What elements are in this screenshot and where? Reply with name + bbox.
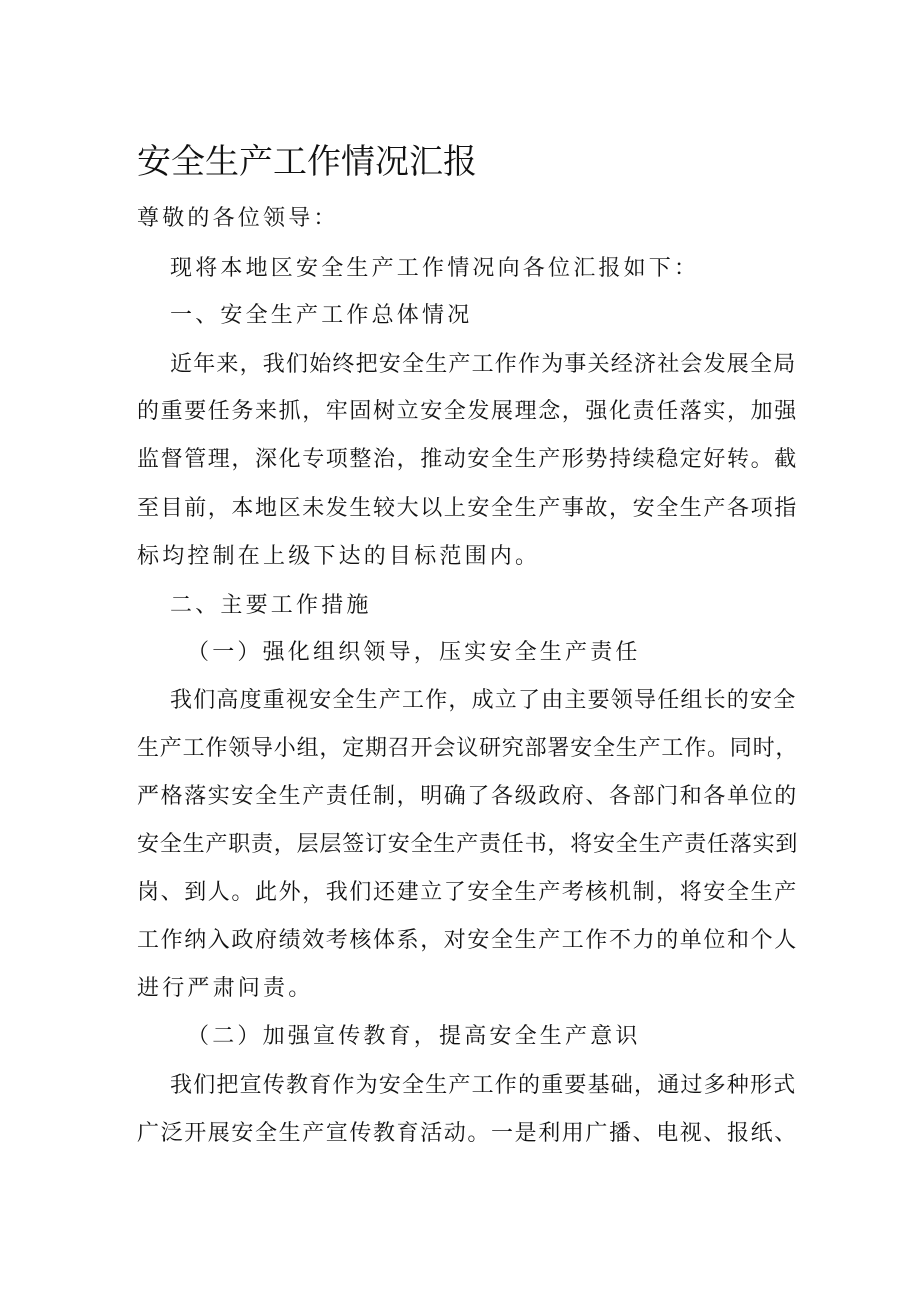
section-1-line: 标均控制在上级下达的目标范围内。 xyxy=(137,544,541,569)
subsection-1-line: 生产工作领导小组，定期召开会议研究部署安全生产工作。同时， xyxy=(137,736,799,761)
subsection-1-line: 我们高度重视安全生产工作，成立了由主要领导任组长的安全 xyxy=(170,688,797,713)
section-1-heading: 一、安全生产工作总体情况 xyxy=(170,303,473,328)
subsection-2-line: 广泛开展安全生产宣传教育活动。一是利用广播、电视、报纸、 xyxy=(137,1121,798,1146)
subsection-1-line: 严格落实安全生产责任制，明确了各级政府、各部门和各单位的 xyxy=(137,784,798,809)
section-1-line: 近年来，我们始终把安全生产工作作为事关经济社会发展全局 xyxy=(170,352,797,377)
intro-paragraph: 现将本地区安全生产工作情况向各位汇报如下： xyxy=(170,256,700,281)
section-1-line: 至目前，本地区未发生较大以上安全生产事故，安全生产各项指 xyxy=(137,496,798,521)
subsection-1-line: 安全生产职责，层层签订安全生产责任书，将安全生产责任落实到 xyxy=(137,832,799,857)
subsection-1-heading: （一）强化组织领导，压实安全生产责任 xyxy=(187,640,641,665)
subsection-2-heading: （二）加强宣传教育，提高安全生产意识 xyxy=(187,1024,641,1049)
subsection-2-line: 我们把宣传教育作为安全生产工作的重要基础，通过多种形式 xyxy=(170,1073,797,1098)
section-1-line: 监督管理，深化专项整治，推动安全生产形势持续稳定好转。截 xyxy=(137,447,798,472)
subsection-1-line: 进行严肃问责。 xyxy=(137,976,314,1001)
section-1-line: 的重要任务来抓，牢固树立安全发展理念，强化责任落实，加强 xyxy=(137,399,798,424)
section-2-heading: 二、主要工作措施 xyxy=(170,593,372,618)
document-title: 安全生产工作情况汇报 xyxy=(137,142,477,182)
subsection-1-line: 岗、到人。此外，我们还建立了安全生产考核机制，将安全生产 xyxy=(137,880,798,905)
subsection-1-line: 工作纳入政府绩效考核体系，对安全生产工作不力的单位和个人 xyxy=(137,928,798,953)
salutation: 尊敬的各位领导： xyxy=(137,206,339,231)
